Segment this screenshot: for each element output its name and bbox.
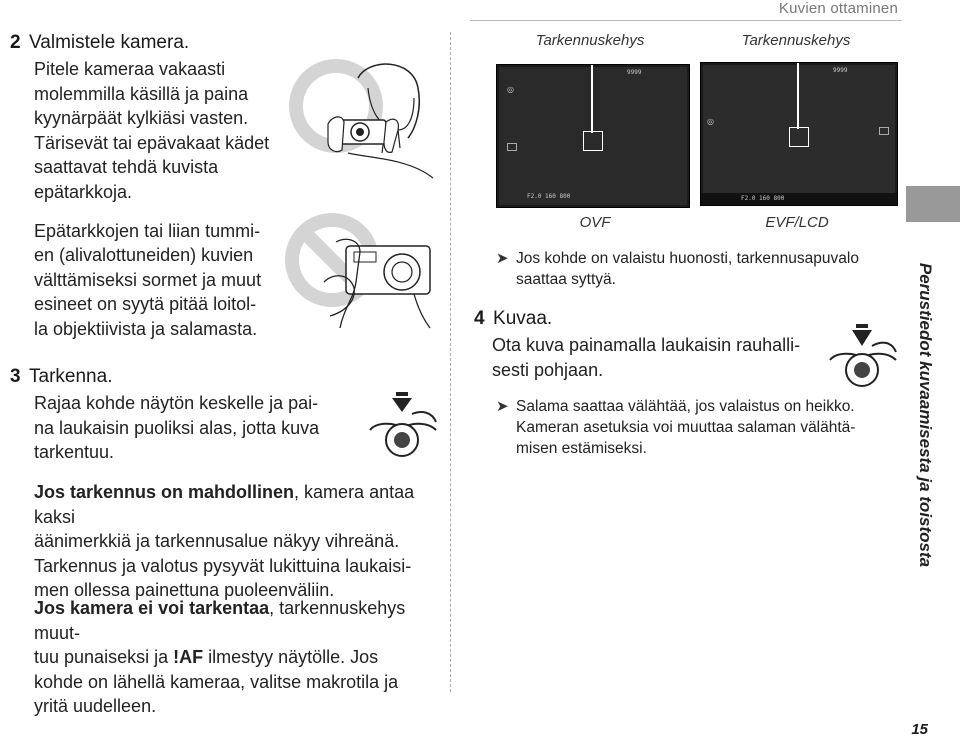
frame-pointer-line [591,65,593,133]
card-icon [879,127,889,135]
section-header: Kuvien ottaminen [778,0,898,17]
note-low-light: ➤ Jos kohde on valaistu huonosti, tarkennusapuvalo saattaa syttyä. [496,250,859,288]
ovf-display: 9999 ◎ F2.0 160 800 [496,64,690,208]
focus-success-paragraph: Jos tarkennus on mahdollinen, kamera antaa kaksi äänimerkkiä ja tarkennusalue näkyy vihreänä. Tarkennus ja valotus pysyvät lukittuina laukaisi- men ollessa painettuna puoleenväliin. [34,482,415,601]
step-4-paragraph: Ota kuva painamalla laukaisin rauhalli- sesti pohjaan. [492,335,801,380]
incorrect-grip-illustration [284,212,440,332]
mode-icon: ◎ [707,117,714,126]
note-flash: ➤ Salama saattaa välähtää, jos valaistus on heikko. Kameran asetuksia voi muuttaa salaman välähtä- misen estämiseksi. [496,398,856,457]
header-divider [470,20,902,21]
evf-lcd-display: 9999 ◎ F2.0 160 800 [700,62,898,206]
step-number: 4 [474,308,485,329]
step-2-paragraph-1: Pitele kameraa vakaasti molemmilla käsillä ja paina kyynärpäät kylkiäsi vasten. Tärisevät tai epävakaat kädet saattavat tehdä kuvista epätarkkoja. [34,59,270,202]
chapter-tab-label: Perustiedot kuvaamisesta ja toistosta [916,262,935,568]
step-4 [474,306,834,382]
ovf-label: OVF [579,214,611,231]
shutter-half-press-icon [366,392,438,462]
focus-frame [583,131,603,151]
step-title: Tarkenna. [29,366,113,387]
step-number: 2 [10,32,21,53]
focus-failure-paragraph: Jos kamera ei voi tarkentaa, tarkennuskehys muut- tuu punaiseksi ja !AF ilmestyy näytölle. Jos kohde on lähellä kameraa, valitse makrotila ja yritä uudelleen. [34,598,406,717]
focus-frame [789,127,809,147]
note-icon: ➤ [496,398,509,415]
chapter-tab-marker [906,186,960,222]
step-2-paragraph-2: Epätarkkojen tai liian tummi- en (alivalottuneiden) kuvien välttämiseksi sormet ja muut esineet on syytä pitää loitol- la objektiivista ja salamasta. [34,220,262,339]
step-3-paragraph-1: Rajaa kohde näytön keskelle ja pai- na laukaisin puoliksi alas, jotta kuva tarkentuu. [34,393,320,463]
focus-frame-label-ovf: Tarkennuskehys [535,32,645,49]
step-title: Valmistele kamera. [29,32,190,53]
card-icon [507,143,517,151]
evf-lcd-label: EVF/LCD [765,214,829,231]
correct-grip-illustration [288,58,438,188]
shutter-full-press-icon [826,324,898,390]
step-title: Kuvaa. [493,308,553,329]
note-icon: ➤ [496,250,509,267]
af-warning-icon: !AF [173,647,204,668]
page-number: 15 [911,721,928,738]
column-divider [450,32,451,692]
step-number: 3 [10,366,21,387]
focus-frame-label-evf: Tarkennuskehys [741,32,851,49]
mode-icon: ◎ [507,85,514,94]
step-2 [10,30,310,342]
frame-pointer-line [797,63,799,129]
